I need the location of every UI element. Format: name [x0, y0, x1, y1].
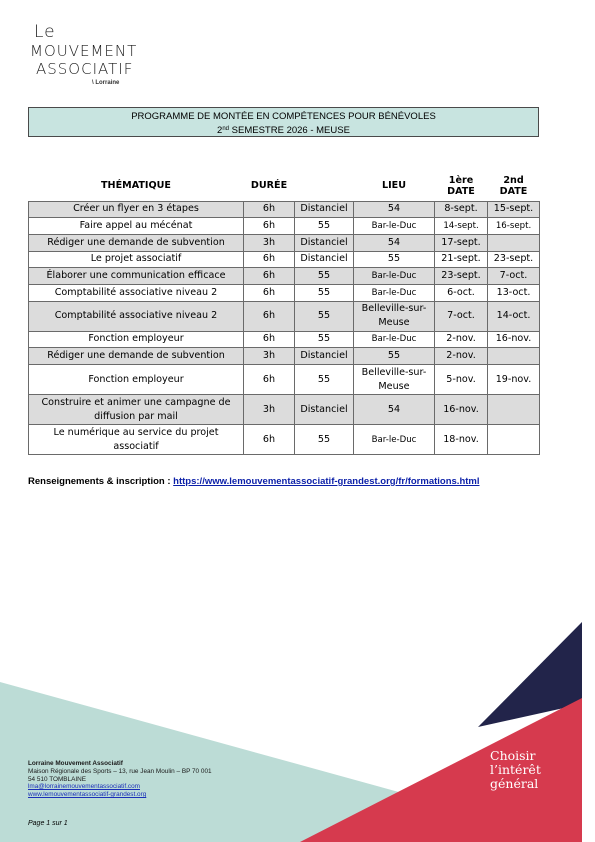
- cell-date-1: 5-nov.: [435, 365, 488, 395]
- cell-mode: Distanciel: [295, 251, 354, 268]
- cell-date-2: [488, 425, 540, 455]
- footer-org: Lorraine Mouvement Associatif: [28, 760, 123, 767]
- cell-date-1: 2-nov.: [435, 348, 488, 365]
- slogan: [490, 749, 541, 791]
- cell-date-2: 7-oct.: [488, 268, 540, 285]
- logo-region: \ Lorraine: [92, 80, 120, 86]
- logo-line-2: MOUVEMENT: [30, 42, 138, 60]
- cell-mode: 55: [295, 218, 354, 235]
- cell-theme: Rédiger une demande de subvention: [29, 234, 244, 251]
- cell-duree: 3h: [244, 234, 295, 251]
- cell-theme: Faire appel au mécénat: [29, 218, 244, 235]
- cell-lieu: Belleville-sur- Meuse: [354, 301, 435, 331]
- cell-duree: 3h: [244, 348, 295, 365]
- table-header-row: [29, 171, 540, 201]
- table-row: [29, 284, 540, 301]
- cell-lieu: 54: [354, 234, 435, 251]
- semester-number: 2: [217, 125, 223, 136]
- table-row: [29, 268, 540, 285]
- table-row: [29, 301, 540, 331]
- cell-duree: 6h: [244, 218, 295, 235]
- semester-suffix: nd: [222, 126, 230, 132]
- registration-label: Renseignements & inscription :: [28, 476, 174, 487]
- cell-lieu: Belleville-sur- Meuse: [354, 365, 435, 395]
- header-date-2: 2nd DATE: [499, 174, 528, 197]
- programme-title-box: [28, 107, 539, 137]
- cell-duree: 6h: [244, 301, 295, 331]
- header-thematique: THÉMATIQUE: [101, 180, 171, 192]
- cell-mode: 55: [295, 284, 354, 301]
- footer: [28, 760, 212, 799]
- cell-mode: Distanciel: [295, 348, 354, 365]
- header-date-1: 1ère DATE: [447, 174, 475, 197]
- cell-date-2: 14-oct.: [488, 301, 540, 331]
- table-row: [29, 425, 540, 455]
- cell-mode: 55: [295, 365, 354, 395]
- footer-email-link[interactable]: lma@lorrainemouvementassociatif.com: [28, 783, 140, 791]
- cell-duree: 6h: [244, 425, 295, 455]
- page-number: Page 1 sur 1: [28, 820, 68, 827]
- cell-date-2: 16-sept.: [488, 218, 540, 235]
- table-row: [29, 251, 540, 268]
- cell-mode: 55: [295, 331, 354, 348]
- cell-lieu: Bar-le-Duc: [354, 425, 435, 455]
- cell-date-1: 17-sept.: [435, 234, 488, 251]
- cell-date-1: 16-nov.: [435, 395, 488, 425]
- table-row: [29, 234, 540, 251]
- cell-date-2: [488, 348, 540, 365]
- programme-table: [28, 171, 540, 455]
- cell-lieu: 55: [354, 348, 435, 365]
- cell-date-1: 8-sept.: [435, 201, 488, 218]
- cell-theme: Le projet associatif: [29, 251, 244, 268]
- slogan-line-2: l’intérêt: [490, 762, 541, 777]
- cell-lieu: Bar-le-Duc: [354, 218, 435, 235]
- cell-duree: 6h: [244, 268, 295, 285]
- cell-date-2: [488, 395, 540, 425]
- table-row: [29, 201, 540, 218]
- programme-title: PROGRAMME DE MONTÉE EN COMPÉTENCES POUR BÉNÉVOLES: [131, 111, 436, 122]
- header-duree: DURÉE: [250, 180, 288, 192]
- cell-date-2: 13-oct.: [488, 284, 540, 301]
- cell-date-1: 23-sept.: [435, 268, 488, 285]
- cell-mode: Distanciel: [295, 395, 354, 425]
- cell-lieu: 54: [354, 395, 435, 425]
- table-row: [29, 348, 540, 365]
- cell-theme: Créer un flyer en 3 étapes: [29, 201, 244, 218]
- cell-duree: 6h: [244, 365, 295, 395]
- cell-date-2: 23-sept.: [488, 251, 540, 268]
- cell-date-1: 18-nov.: [435, 425, 488, 455]
- cell-date-1: 7-oct.: [435, 301, 488, 331]
- cell-theme: Construire et animer une campagne de diffusion par mail: [29, 395, 244, 425]
- semester-label: SEMESTRE 2026 - MEUSE: [229, 125, 350, 136]
- semester-title: [29, 123, 538, 137]
- table-row: [29, 395, 540, 425]
- cell-theme: Fonction employeur: [29, 365, 244, 395]
- cell-theme: Comptabilité associative niveau 2: [29, 301, 244, 331]
- cell-date-2: 15-sept.: [488, 201, 540, 218]
- logo-line-1: Le: [34, 22, 56, 42]
- cell-date-1: 6-oct.: [435, 284, 488, 301]
- cell-lieu: Bar-le-Duc: [354, 268, 435, 285]
- cell-lieu: Bar-le-Duc: [354, 331, 435, 348]
- cell-theme: Comptabilité associative niveau 2: [29, 284, 244, 301]
- footer-website-link[interactable]: www.lemouvementassociatif-grandest.org: [28, 791, 147, 799]
- cell-date-2: 16-nov.: [488, 331, 540, 348]
- cell-date-1: 14-sept.: [435, 218, 488, 235]
- cell-lieu: 55: [354, 251, 435, 268]
- table-row: [29, 331, 540, 348]
- cell-theme: Rédiger une demande de subvention: [29, 348, 244, 365]
- footer-address: Maison Régionale des Sports – 13, rue Jean Moulin – BP 70 001: [28, 767, 212, 775]
- header-lieu: LIEU: [381, 180, 407, 192]
- slogan-line-3: général: [490, 776, 539, 791]
- cell-mode: 55: [295, 301, 354, 331]
- cell-mode: 55: [295, 425, 354, 455]
- table-row: [29, 365, 540, 395]
- slogan-line-1: Choisir: [490, 748, 536, 763]
- cell-mode: 55: [295, 268, 354, 285]
- cell-lieu: 54: [354, 201, 435, 218]
- cell-mode: Distanciel: [295, 201, 354, 218]
- logo-line-3: ASSOCIATIF: [36, 60, 134, 78]
- registration-info: [28, 476, 480, 487]
- cell-duree: 3h: [244, 395, 295, 425]
- cell-date-1: 21-sept.: [435, 251, 488, 268]
- cell-date-1: 2-nov.: [435, 331, 488, 348]
- cell-theme: Fonction employeur: [29, 331, 244, 348]
- cell-mode: Distanciel: [295, 234, 354, 251]
- cell-duree: 6h: [244, 251, 295, 268]
- cell-date-2: 19-nov.: [488, 365, 540, 395]
- cell-date-2: [488, 234, 540, 251]
- cell-theme: Élaborer une communication efficace: [29, 268, 244, 285]
- cell-duree: 6h: [244, 331, 295, 348]
- registration-link[interactable]: https://www.lemouvementassociatif-grandest.org/fr/formations.html: [173, 476, 480, 487]
- cell-lieu: Bar-le-Duc: [354, 284, 435, 301]
- table-row: [29, 218, 540, 235]
- cell-duree: 6h: [244, 284, 295, 301]
- cell-duree: 6h: [244, 201, 295, 218]
- footer-city: 54 510 TOMBLAINE: [28, 775, 87, 783]
- header-empty: [295, 171, 354, 201]
- cell-theme: Le numérique au service du projet associatif: [29, 425, 244, 455]
- logo: [30, 22, 140, 92]
